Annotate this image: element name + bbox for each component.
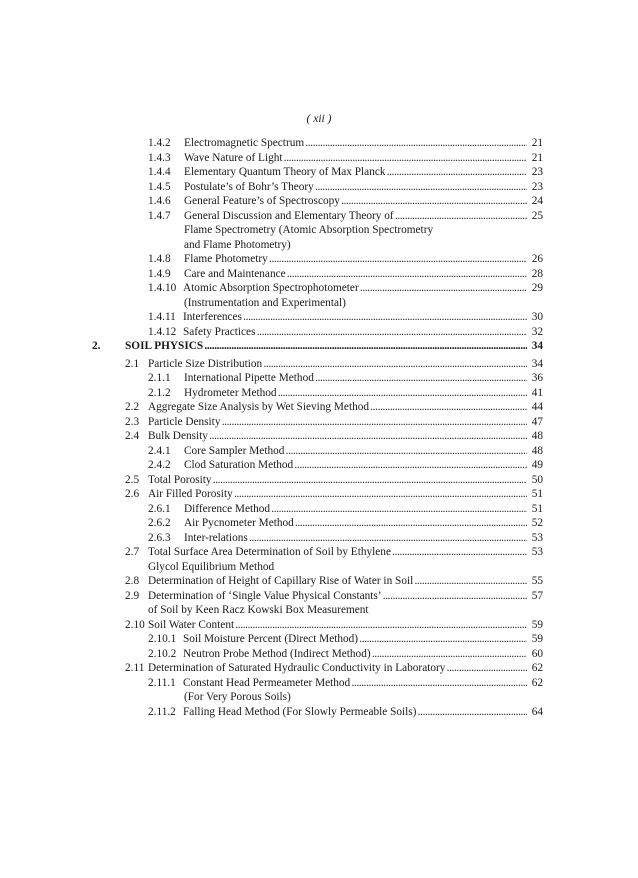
toc-entry-number: 2.11 xyxy=(125,662,145,674)
toc-entry-number: 2.4.2 xyxy=(148,459,171,471)
toc-entry-page: 52 xyxy=(531,517,543,529)
toc-entry xyxy=(0,661,638,676)
toc-entry-number: 2.6 xyxy=(125,488,140,500)
toc-entry-number: 1.4.3 xyxy=(148,151,171,164)
toc-entry-page: 47 xyxy=(531,415,543,428)
toc-entry-page: 29 xyxy=(531,282,543,294)
toc-entry-title: Postulate’s of Bohr’s Theory . . . xyxy=(184,180,527,195)
toc-entry-page: 23 xyxy=(531,166,543,178)
toc-entry-title-continued: Glycol Equilibrium Method xyxy=(148,560,275,573)
toc-entry-title: Interferences . . . xyxy=(183,310,527,325)
toc-entry-title: Atomic Absorption Spectrophotometer . . . xyxy=(183,281,527,296)
toc-entry-title-continued: (Instrumentation and Experimental) xyxy=(184,296,346,309)
toc-entry-number: 2.9 xyxy=(125,589,140,602)
toc-entry xyxy=(0,194,638,209)
toc-entry xyxy=(0,676,638,691)
toc-entry-page: 34 xyxy=(531,357,543,370)
toc-entry-number: 2.11.1 xyxy=(148,676,176,689)
toc-entry-title: Difference Method . . . xyxy=(184,502,527,517)
toc-entry xyxy=(0,252,638,267)
toc-entry-title: Air Filled Porosity . . . xyxy=(148,487,527,502)
toc-entry-title: Air Pycnometer Method . . . xyxy=(184,516,527,531)
toc-entry-title: Care and Maintenance . . . xyxy=(184,267,527,282)
toc-entry-title: SOIL PHYSICS . . . xyxy=(125,339,527,354)
toc-entry-title: Hydrometer Method . . . xyxy=(184,386,527,401)
toc-entry-page: 44 xyxy=(531,401,543,413)
toc-entry xyxy=(0,705,638,720)
toc-entry-number: 2.8 xyxy=(125,575,140,587)
toc-entry-title: Flame Photometry . . . xyxy=(184,252,527,267)
toc-entry-number: 1.4.8 xyxy=(148,253,171,265)
toc-entry-title-continued: of Soil by Keen Racz Kowski Box Measurement xyxy=(148,604,369,616)
toc-entry xyxy=(0,165,638,180)
toc-entry-title: Total Surface Area Determination of Soil by Ethylene . . . xyxy=(148,545,527,560)
toc-entry-page: 53 xyxy=(531,531,543,544)
toc-entry-page: 62 xyxy=(531,676,543,689)
toc-entry-page: 62 xyxy=(531,662,543,674)
toc-entry-number: 1.4.9 xyxy=(148,267,171,280)
toc-entry-title: Determination of Saturated Hydraulic Conductivity in Laboratory . . . xyxy=(148,661,527,676)
toc-entry xyxy=(0,136,638,151)
toc-entry-page: 64 xyxy=(531,705,543,718)
toc-entry-title: Soil Water Content . . . xyxy=(148,618,527,633)
toc-entry-title: Particle Size Distribution . . . xyxy=(148,357,527,372)
toc-entry-title: Aggregate Size Analysis by Wet Sieving Method . . . xyxy=(148,400,527,415)
toc-entry xyxy=(0,339,638,354)
toc-entry xyxy=(0,516,638,531)
page-number: ( xii ) xyxy=(306,113,332,125)
toc-entry-page: 25 xyxy=(531,209,543,222)
table-of-contents xyxy=(0,136,638,719)
toc-entry-title: Inter-relations . . . xyxy=(184,531,527,546)
toc-entry-number: 1.4.7 xyxy=(148,209,171,222)
toc-entry-continuation xyxy=(0,296,638,311)
toc-entry-page: 41 xyxy=(531,386,543,399)
toc-entry-title-continued: Flame Spectrometry (Atomic Absorption Spectrometry xyxy=(184,224,434,236)
toc-entry xyxy=(0,589,638,604)
toc-entry-number: 2.6.2 xyxy=(148,517,171,529)
toc-entry-title: Constant Head Permeameter Method . . . xyxy=(183,676,527,691)
toc-entry-number: 2.1.2 xyxy=(148,386,171,399)
toc-entry xyxy=(0,325,638,340)
toc-entry-number: 2.3 xyxy=(125,415,140,428)
toc-entry-page: 34 xyxy=(531,340,543,352)
toc-entry-page: 55 xyxy=(531,575,543,587)
toc-entry xyxy=(0,371,638,386)
toc-entry-title: General Feature’s of Spectroscopy . . . xyxy=(184,194,527,209)
toc-entry-title: Falling Head Method (For Slowly Permeable Soils) . . . xyxy=(183,705,527,720)
toc-entry-number: 2.5 xyxy=(125,473,140,486)
toc-entry-number: 2.6.1 xyxy=(148,502,171,515)
toc-entry-number: 2.4 xyxy=(125,430,140,442)
toc-entry-continuation xyxy=(0,223,638,238)
toc-entry xyxy=(0,386,638,401)
toc-entry xyxy=(0,545,638,560)
toc-entry-number: 2.10.2 xyxy=(148,647,177,660)
toc-entry-title: Electromagnetic Spectrum . . . xyxy=(184,136,527,151)
toc-entry-continuation xyxy=(0,690,638,705)
toc-entry-title: Clod Saturation Method . . . xyxy=(184,458,527,473)
toc-entry-number: 1.4.11 xyxy=(148,311,176,323)
toc-entry-title: Total Porosity . . . xyxy=(148,473,527,488)
toc-entry xyxy=(0,502,638,517)
toc-entry-title: Bulk Density . . . xyxy=(148,429,527,444)
toc-entry-number: 1.4.2 xyxy=(148,137,171,149)
toc-entry-number: 1.4.12 xyxy=(148,325,177,338)
toc-entry-number: 2.11.2 xyxy=(148,705,176,718)
toc-entry-number: 2.10 xyxy=(125,618,145,631)
toc-entry-continuation xyxy=(0,238,638,253)
toc-entry-page: 50 xyxy=(531,473,543,486)
toc-entry-number: 2.1.1 xyxy=(148,372,171,384)
toc-entry xyxy=(0,151,638,166)
toc-entry xyxy=(0,310,638,325)
toc-entry-number: 2.4.1 xyxy=(148,444,171,457)
toc-entry-number: 2.6.3 xyxy=(148,531,171,544)
toc-entry-title: International Pipette Method . . . xyxy=(184,371,527,386)
toc-entry-number: 1.4.10 xyxy=(148,282,177,294)
toc-entry xyxy=(0,357,638,372)
toc-entry-page: 48 xyxy=(531,430,543,442)
toc-entry-page: 26 xyxy=(531,253,543,265)
toc-entry-title: Elementary Quantum Theory of Max Planck . . . xyxy=(184,165,527,180)
toc-entry-title: Determination of Height of Capillary Rise of Water in Soil . . . xyxy=(148,574,527,589)
toc-entry-title: General Discussion and Elementary Theory of . . . xyxy=(184,209,527,224)
toc-entry-page: 23 xyxy=(531,180,543,193)
toc-entry-title: Determination of ‘Single Value Physical Constants’ . . . xyxy=(148,589,527,604)
toc-entry xyxy=(0,647,638,662)
toc-entry-continuation xyxy=(0,603,638,618)
toc-entry xyxy=(0,632,638,647)
toc-entry-title: Neutron Probe Method (Indirect Method) . . . xyxy=(183,647,527,662)
toc-entry xyxy=(0,209,638,224)
toc-entry xyxy=(0,473,638,488)
toc-entry xyxy=(0,281,638,296)
toc-entry xyxy=(0,618,638,633)
toc-entry-page: 59 xyxy=(531,633,543,645)
toc-entry xyxy=(0,415,638,430)
toc-entry-number: 2.10.1 xyxy=(148,633,177,645)
toc-entry-page: 57 xyxy=(531,589,543,602)
toc-entry-page: 51 xyxy=(531,488,543,500)
toc-entry xyxy=(0,400,638,415)
toc-entry xyxy=(0,487,638,502)
toc-entry-page: 59 xyxy=(531,618,543,631)
toc-entry xyxy=(0,429,638,444)
toc-entry-page: 21 xyxy=(531,137,543,149)
toc-entry xyxy=(0,180,638,195)
toc-entry-page: 51 xyxy=(531,502,543,515)
toc-entry-page: 49 xyxy=(531,459,543,471)
toc-entry-number: 2.2 xyxy=(125,401,140,413)
toc-entry-page: 32 xyxy=(531,325,543,338)
toc-entry-page: 53 xyxy=(531,546,543,558)
toc-entry-title: Particle Density . . . xyxy=(148,415,527,430)
toc-entry-number: 2. xyxy=(92,340,101,352)
toc-entry xyxy=(0,444,638,459)
toc-entry-page: 48 xyxy=(531,444,543,457)
toc-entry xyxy=(0,574,638,589)
toc-entry-title: Safety Practices . . . xyxy=(183,325,527,340)
toc-entry-page: 28 xyxy=(531,267,543,280)
toc-entry-page: 21 xyxy=(531,151,543,164)
toc-entry-page: 60 xyxy=(531,647,543,660)
toc-entry-title-continued: (For Very Porous Soils) xyxy=(184,691,291,703)
toc-entry xyxy=(0,267,638,282)
toc-entry-number: 1.4.5 xyxy=(148,180,171,193)
toc-entry-continuation xyxy=(0,560,638,575)
toc-entry-page: 36 xyxy=(531,372,543,384)
toc-entry xyxy=(0,531,638,546)
toc-entry-number: 2.7 xyxy=(125,546,140,558)
toc-entry xyxy=(0,458,638,473)
toc-entry-title: Core Sampler Method . . . xyxy=(184,444,527,459)
toc-entry-number: 1.4.4 xyxy=(148,166,171,178)
toc-entry-page: 30 xyxy=(531,311,543,323)
toc-entry-number: 1.4.6 xyxy=(148,195,171,207)
toc-entry-title: Wave Nature of Light . . . xyxy=(184,151,527,166)
toc-entry-page: 24 xyxy=(531,195,543,207)
toc-entry-number: 2.1 xyxy=(125,357,140,370)
toc-entry-title: Soil Moisture Percent (Direct Method) . . . xyxy=(183,632,527,647)
toc-entry-title-continued: and Flame Photometry) xyxy=(184,238,291,251)
